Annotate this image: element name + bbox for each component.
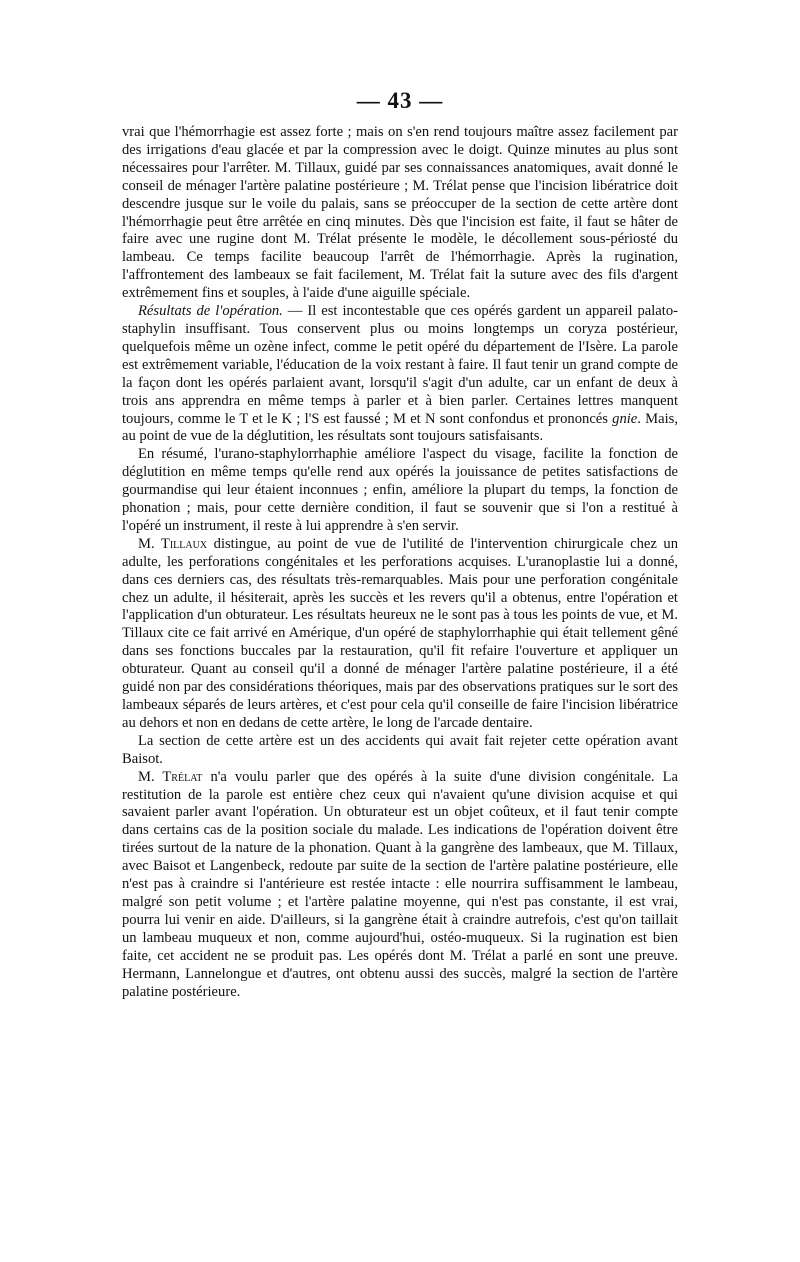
paragraph-text: La section de cette artère est un des accidents qui avait fait rejeter cette opération avant Baisot. [122,732,678,767]
paragraph-text: . Mais, au point de vue de la déglutition, les résultats sont toujours satisfaisants. [122,410,678,445]
paragraph-text: n'a voulu parler que des opérés à la suite d'une division congénitale. La restitution de la parole est entière chez ceux qui n'avaient qu'une division acquise et qui savaient parler avant l'opération. Un obturateur est un objet coûteux, et il faut tenir compte dans certains cas de la position sociale du malade. Les indications de l'opération doivent être tirées surtout de la nature de la phonation. Quant à la gangrène des lambeaux, que M. Tillaux, avec Baisot et Langenbeck, redoute par suite de la section de l'artère palatine postérieure, elle n'est pas à craindre si l'antérieure est restée intacte : elle nourrira suffisamment le lambeau, malgré son petit volume ; et l'artère palatine moyenne, qui n'est pas constante, il est vrai, pourra lui venir en aide. D'ailleurs, si la gangrène était à craindre autrefois, c'est qu'on taillait un lambeau muqueux et non, comme aujourd'hui, ostéo-muqueux. Si la rugination est bien faite, cet accident ne se produit pas. Les opérés dont M. Trélat a parlé en sont une preuve. Hermann, Lannelongue et d'autres, ont obtenu aussi des succès, malgré la section de l'artère palatine postérieure. [122,768,678,1000]
paragraph [122,446,678,536]
speaker-name: M. Trélat [138,768,203,785]
paragraph-text: distingue, au point de vue de l'utilité de l'intervention chirurgicale chez un adulte, les perforations congénitales et les perforations acquises. L'uranoplastie lui a donné, dans ces derniers cas, des résultats très-remarquables. Mais pour une perforation congénitale chez un adulte, il hésiterait, après les succès et les revers qu'il a obtenus, entre l'opération et l'application d'un obturateur. Les résultats heureux ne le sont pas à tous les points de vue, et M. Tillaux cite ce fait arrivé en Amérique, d'un opéré de staphylorrhaphie qui était tellement gêné dans ses fonctions buccales par la restauration, qu'il fit refaire l'ouverture et appliquer un obturateur. Quant au conseil qu'il a donné de ménager l'artère palatine postérieure, il a été guidé non par des considérations théoriques, mais par des observations pratiques sur le sort des lambeaux séparés de leurs artères, et c'est pour cela qu'il conseille de faire l'incision libératrice au dehors et non en dedans de cette artère, le long de l'arcade dentaire. [122,535,678,731]
paragraph [122,303,678,446]
paragraph-text: — Il est incontestable que ces opérés gardent un appareil palato-staphylin insuffisant. Tous conservent plus ou moins longtemps un coryza postérieur, quelquefois même un ozène infect, comme le petit opéré du département de l'Isère. La parole est extrêmement variable, l'éducation de la voix restant à faire. Il faut tenir un grand compte de la façon dont les opérés parlaient avant, lorsqu'il s'agit d'un adulte, car un enfant de deux à trois ans apprendra en même temps à parler et à bien parler. Certaines lettres manquent toujours, comme le T et le K ; l'S est faussé ; M et N sont confondus et prononcés [122,303,678,427]
paragraph [122,536,678,733]
body-text [122,124,678,1001]
paragraph-text: vrai que l'hémorrhagie est assez forte ; mais on s'en rend toujours maître assez facilement par des irrigations d'eau glacée et par la compression avec le doigt. Quinze minutes au plus sont nécessaires pour l'arrêter. M. Tillaux, guidé par ses connaissances anatomiques, avait donné le conseil de ménager l'artère palatine postérieure ; M. Trélat pense que l'incision libératrice doit descendre jusque sur le voile du palais, sans se préoccuper de la section de cette artère dont l'hémorrhagie peut être arrêtée en cinq minutes. Dès que l'incision est faite, il faut se hâter de faire avec une rugine dont M. Trélat présente le modèle, le décollement sous-périosté du lambeau. Ce temps facilite beaucoup l'arrêt de l'hémorrhagie. Après la rugination, l'affrontement des lambeaux se fait facilement, M. Trélat fait la suture avec des fils d'argent extrêmement fins et souples, à l'aide d'une aiguille spéciale. [122,124,678,302]
page-number: — 43 — [356,88,444,113]
paragraph [122,733,678,769]
paragraph [122,124,678,303]
paragraph-text: En résumé, l'urano-staphylorrhaphie améliore l'aspect du visage, facilite la fonction de déglutition en même temps qu'elle rend aux opérés la jouissance de petites satisfactions de gourmandise qui leur étaient inconnues ; enfin, améliore la plupart du temps, la fonction de phonation ; mais, pour cette dernière condition, il faut se souvenir que si l'on a restitué à l'opéré un instrument, il reste à lui apprendre à s'en servir. [122,446,678,534]
paragraph [122,769,678,1002]
italic-word: gnie [612,410,638,427]
speaker-name: M. Tillaux [138,535,208,552]
section-heading: Résultats de l'opération. [138,303,283,320]
